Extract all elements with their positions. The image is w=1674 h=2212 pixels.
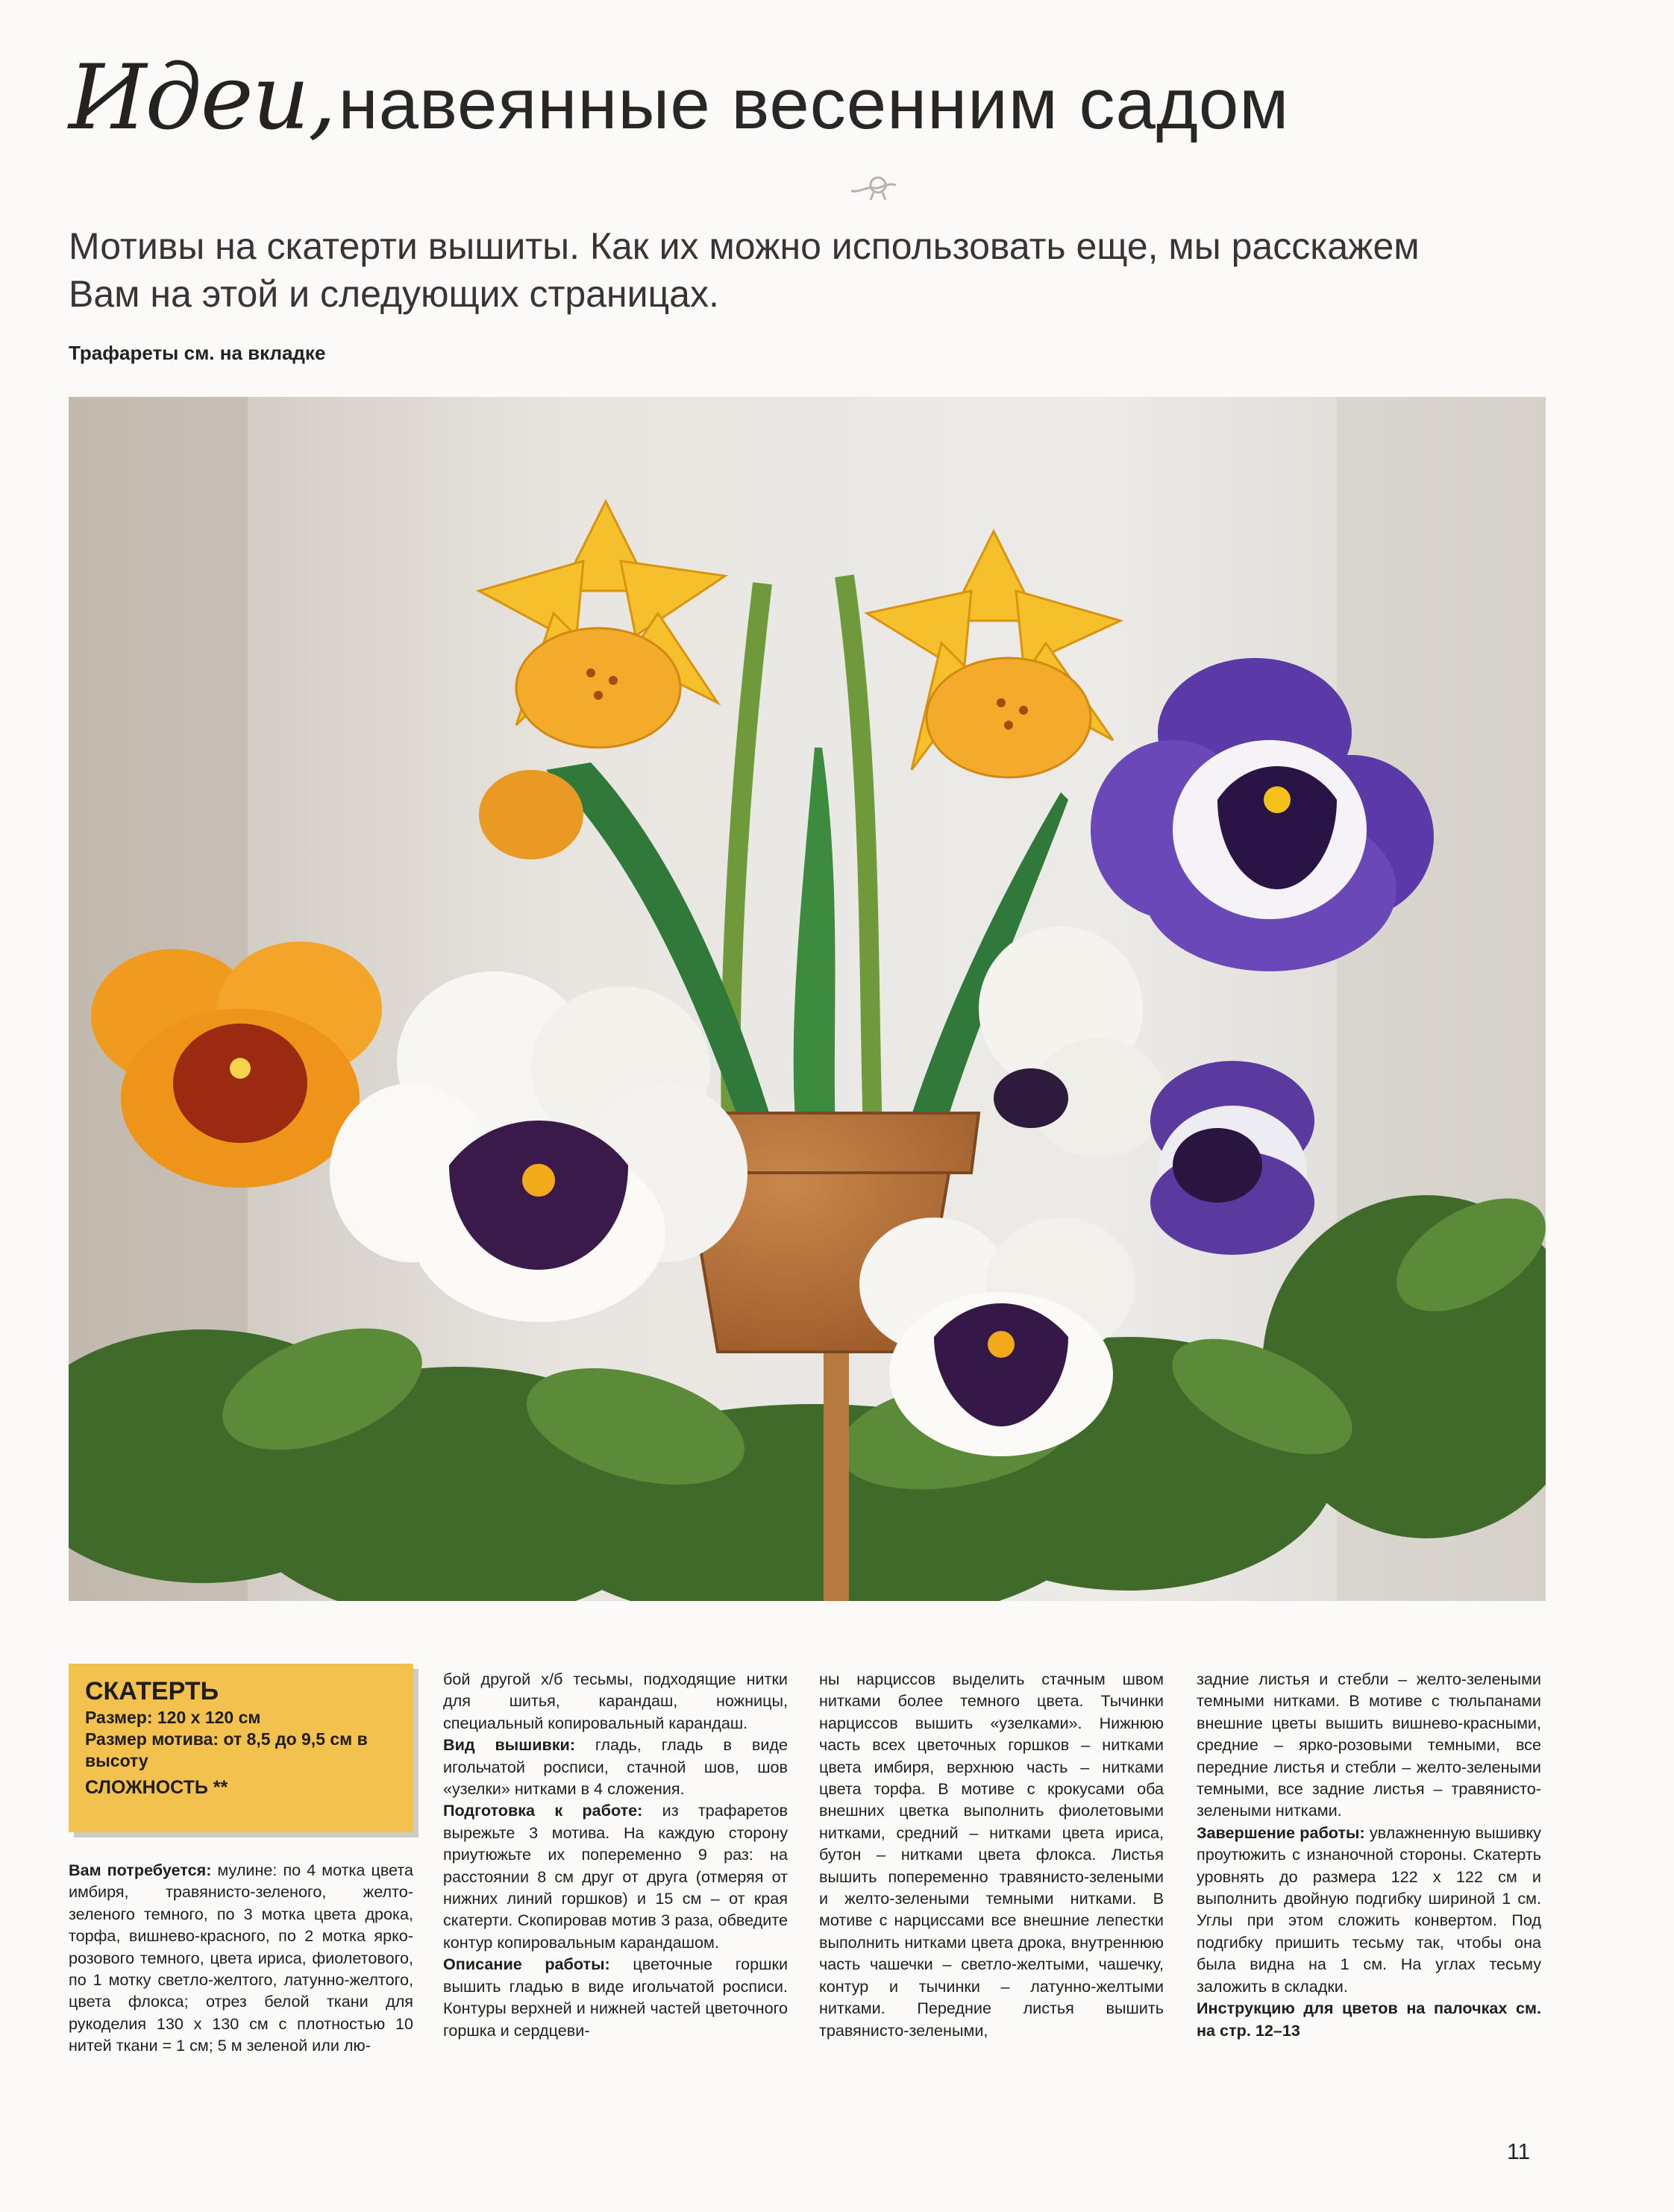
paragraph-text: цветочные горшки вышить гладью в виде игольчатой росписи. Контуры верхней и нижней частей цветочного горшка и сердцеви- bbox=[443, 1955, 789, 2040]
info-difficulty: СЛОЖНОСТЬ ** bbox=[85, 1777, 228, 1798]
text-column-3 bbox=[819, 1668, 1164, 2041]
paragraph-label: Вид вышивки: bbox=[443, 1735, 576, 1755]
paragraph-text: мулине: по 4 мотка цвета имбиря, травянисто-зеленого, желто-зеленого темного, по 3 мотка цвета дрока, торфа, вишнево-красного, по 2 мотка ярко-розового темного, цвета ириса, фиолетового, по 1 мотку светло-желтого, латунно-желтого, цвета флокса; отрез белой ткани для рукоделия 130 х 130 см с плотностью 10 нитей ткани = 1 см; 5 м зеленой или лю- bbox=[69, 1861, 413, 2055]
info-box bbox=[69, 1664, 413, 1832]
flower-photo bbox=[69, 397, 1546, 1601]
paragraph bbox=[69, 1859, 413, 2057]
stencil-note: Трафареты см. на вкладке bbox=[69, 342, 326, 364]
paragraph-label: Инструкцию для цветов на палочках см. на стр. 12–13 bbox=[1197, 1999, 1541, 2040]
paragraph-label: Подготовка к работе: bbox=[443, 1801, 643, 1820]
paragraph bbox=[1197, 1997, 1541, 2041]
text-column-1 bbox=[69, 1859, 413, 2057]
paragraph-label: Описание работы: bbox=[443, 1955, 610, 1974]
info-motif-size: Размер мотива: от 8,5 до 9,5 см в высоту bbox=[85, 1729, 368, 1770]
page-title bbox=[69, 46, 1289, 150]
paragraph-text: гладь, гладь в виде игольчатой росписи, стачной шов, шов «узелки» нитками в 4 сложения. bbox=[443, 1735, 788, 1799]
info-title: СКАТЕРТЬ bbox=[85, 1677, 219, 1705]
paragraph bbox=[443, 1953, 788, 2041]
paragraph bbox=[443, 1668, 788, 1734]
paragraph-text: ны нарциссов выделить стачным швом нитками более темного цвета. Тычинки нарциссов вышить «узелками». Нижнюю часть всех цветочных горшков – нитками цвета имбиря, верхнюю часть – нитками цвета торфа. В мотиве с крокусами оба внешних цветка выполнить фиолетовыми нитками, средний – нитками цвета ириса, бутон – нитками цвета флокса. Листья вышить попеременно травянисто-зелеными и желто-зелеными темными нитками. В мотиве с нарциссами все внешние лепестки выполнить нитками цвета дрока, внутреннюю часть чашечки – светло-желтыми, чашечку, контур и тычинки – латунно-желтыми нитками. Передние листья вышить травянисто-зелеными, bbox=[819, 1670, 1164, 2040]
text-column-2 bbox=[443, 1668, 788, 2041]
title-script: Идеи, bbox=[69, 46, 336, 150]
paragraph-text: задние листья и стебли – желто-зелеными темными нитками. В мотиве с тюльпанами внешние цветы вышить вишнево-красными, средние – ярко-розовыми темными, все передние листья и стебли – желто-зелеными темными, все задние листья – травянисто-зелеными нитками. bbox=[1197, 1670, 1541, 1820]
paragraph bbox=[1197, 1822, 1541, 1997]
paragraph-text: из трафаретов вырежьте 3 мотива. На каждую сторону приутюжьте их попеременно 9 раз: на расстоянии 8 см друг от друга (отмеряя от нижних линий горшков) и 15 см – от края скатерти. Скопировав мотив 3 раза, обведите контур копировальным карандашом. bbox=[443, 1801, 789, 1952]
paragraph-label: Вам потребуется: bbox=[69, 1861, 212, 1879]
paragraph-label: Завершение работы: bbox=[1197, 1823, 1365, 1842]
text-column-4 bbox=[1197, 1668, 1541, 2041]
paragraph bbox=[1197, 1668, 1541, 1822]
ornament-icon bbox=[847, 170, 902, 203]
subtitle: Мотивы на скатерти вышиты. Как их можно использовать еще, мы расскажем Вам на этой и следующих страницах. bbox=[69, 225, 1420, 315]
paragraph-text: увлажненную вышивку проутюжить с изнаночной стороны. Скатерть уровнять до размера 122 х 122 см и выполнить двойную подгибку шириной 1 см. Углы при этом сложить конвертом. Под подгибку пришить тесьму так, чтобы она была видна на 1 см. На углах тесьму заложить в складки. bbox=[1197, 1823, 1541, 1996]
title-rest: навеянные весенним садом bbox=[338, 64, 1290, 144]
info-size: Размер: 120 х 120 см bbox=[85, 1708, 261, 1727]
page-number: 11 bbox=[1507, 2140, 1531, 2164]
paragraph bbox=[443, 1799, 788, 1953]
paragraph bbox=[443, 1734, 788, 1799]
paragraph-text: бой другой х/б тесьмы, подходящие нитки для шитья, карандаш, ножницы, специальный копировальный карандаш. bbox=[443, 1670, 788, 1732]
paragraph bbox=[819, 1668, 1164, 2041]
